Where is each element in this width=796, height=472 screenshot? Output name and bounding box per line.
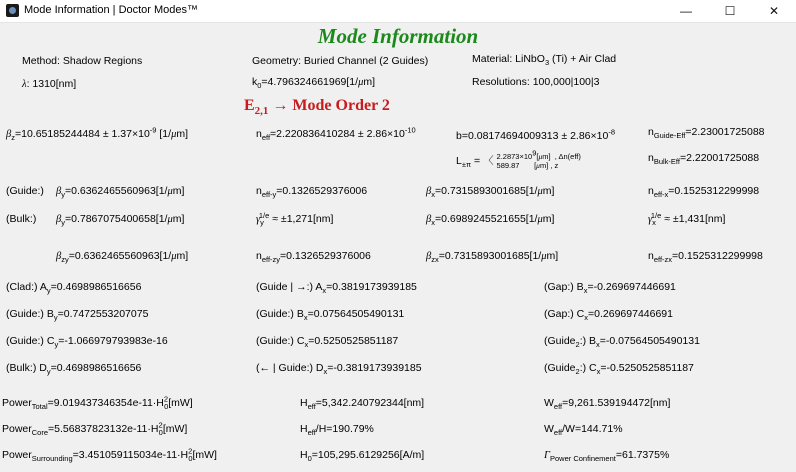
n-eff-zy: $n_{eff-zy}=0.1326529376006$ [256, 250, 371, 265]
coef-guide2-bx: (Guide$_2$:) $B_x=-0.07564505490131$ [544, 335, 700, 350]
bulk-gamma-x: $\gamma_x^{1/e} \approx \pm 1,431[nm]$ [648, 210, 726, 228]
beta-zy: $\beta_{zy}=0.6362465560963[1/\mu m]$ [56, 250, 189, 265]
coef-guide-ax: (Guide | →:) $A_x=0.3819173939185$ [256, 281, 417, 296]
coef-bulk-dy: (Bulk:) $D_y=0.4698986516656$ [6, 362, 142, 377]
power-core: $Power_{Core}=5.56837823132e-11\cdot H^2_0[mW]$ [2, 420, 188, 438]
window-titlebar [0, 0, 796, 23]
w-eff-ratio: $W_{eff}/W=144.71\%$ [544, 423, 623, 438]
coef-guide-by: (Guide:) $B_y=0.7472553207075$ [6, 308, 149, 323]
app-icon [6, 4, 19, 17]
wavelength-label: λ: 1310[nm] [22, 78, 77, 90]
neff-value: $n_{eff}=2.220836410284 \pm 2.86\times 10^{-10}$ [256, 125, 416, 143]
bulk-gamma-y: $\gamma_y^{1/e} \approx \pm 1,271[nm]$ [256, 210, 334, 228]
coef-gap-bx: (Gap:) $B_x=-0.269697446691$ [544, 281, 676, 296]
coef-gap-cx: (Gap:) $C_x=0.269697446691$ [544, 308, 673, 323]
n-guide-eff-value: $n_{Guide-Eff}=2.23001725088$ [648, 126, 765, 141]
mode-order-label: $E_{2,1}$ → Mode Order 2 [244, 97, 390, 118]
page-title: Mode Information [317, 24, 479, 48]
power-total: $Power_{Total}=9.019437346354e-11\cdot H^2_0[mW]$ [2, 394, 193, 412]
h-eff-ratio: $H_{eff}/H=190.79\%$ [300, 423, 374, 438]
k0-label: $k_0=4.796324661969[1/\mu m]$ [252, 76, 376, 91]
coef-guide-cy: (Guide:) $C_y=-1.066979793983e-16$ [6, 335, 168, 350]
n-bulk-eff-value: $n_{Bulk-Eff}=2.22001725088$ [648, 152, 760, 167]
coef-guide-dx: (← | Guide:) $D_x=-0.3819173939185$ [256, 362, 422, 377]
coef-guide-bx: (Guide:) $B_x=0.07564505490131$ [256, 308, 405, 323]
bulk-beta-y: $\beta_y=0.7867075400658[1/\mu m]$ [56, 213, 185, 228]
bulk-row-label: (Bulk:) [6, 213, 37, 225]
maximize-button[interactable]: ☐ [724, 4, 736, 18]
power-surrounding: $Power_{Surrounding}=3.451059115034e-11\cdot H^2_0[mW]$ [2, 446, 217, 464]
n-eff-zx: $n_{eff-zx}=0.1525312299998$ [648, 250, 763, 265]
bulk-beta-x: $\beta_x=0.6989245521655[1/\mu m]$ [426, 213, 555, 228]
length-expression: $L_{\pm\pi}$ = 〈 $2.2873\times 10^9[\mu m]$ , Δn(eff) 589.87 [μm] , z [456, 148, 581, 170]
geometry-label: Geometry: Buried Channel (2 Guides) [252, 55, 429, 67]
resolutions-label: Resolutions: 100,000|100|3 [472, 76, 600, 88]
h0-value: $H_0=105,295.6129256[A/m]$ [300, 449, 425, 464]
guide-n-eff-x: $n_{eff-x}=0.1525312299998$ [648, 185, 760, 200]
method-label: Method: Shadow Regions [22, 55, 143, 67]
material-label: Material: LiNbO$_3$ (Ti) + Air Clad [472, 53, 617, 68]
w-eff-value: $W_{eff}=9,261.539194472[nm]$ [544, 397, 671, 412]
guide-beta-x: $\beta_x=0.7315893001685[1/\mu m]$ [426, 185, 555, 200]
mode-information-panel [0, 22, 796, 472]
coef-guide-cx: (Guide:) $C_x=0.5250525851187$ [256, 335, 399, 350]
gamma-power-confinement: $\Gamma_{Power Confinement}=61.7375\%$ [544, 449, 670, 464]
guide-n-eff-y: $n_{eff-y}=0.1326529376006$ [256, 185, 368, 200]
window-title: Mode Information | Doctor Modes™ [24, 4, 199, 16]
guide-beta-y: $\beta_y=0.6362465560963[1/\mu m]$ [56, 185, 185, 200]
coef-guide2-cx: (Guide$_2$:) $C_x=-0.5250525851187$ [544, 362, 694, 377]
coef-clad-ay: (Clad:) $A_y=0.4698986516656$ [6, 281, 142, 296]
guide-row-label: (Guide:) [6, 185, 44, 197]
close-button[interactable]: ✕ [768, 4, 780, 18]
beta-zx: $\beta_{zx}=0.7315893001685[1/\mu m]$ [426, 250, 559, 265]
b-value: $b=0.08174694009313 \pm 2.86\times 10^{-8}$ [456, 127, 615, 142]
beta-z-value: $\beta_z=10.65185244484 \pm 1.37\times 10^{-9}$ [1/μm] [6, 125, 189, 143]
minimize-button[interactable]: — [680, 4, 692, 18]
h-eff-value: $H_{eff}=5,342.240792344[nm]$ [300, 397, 425, 412]
